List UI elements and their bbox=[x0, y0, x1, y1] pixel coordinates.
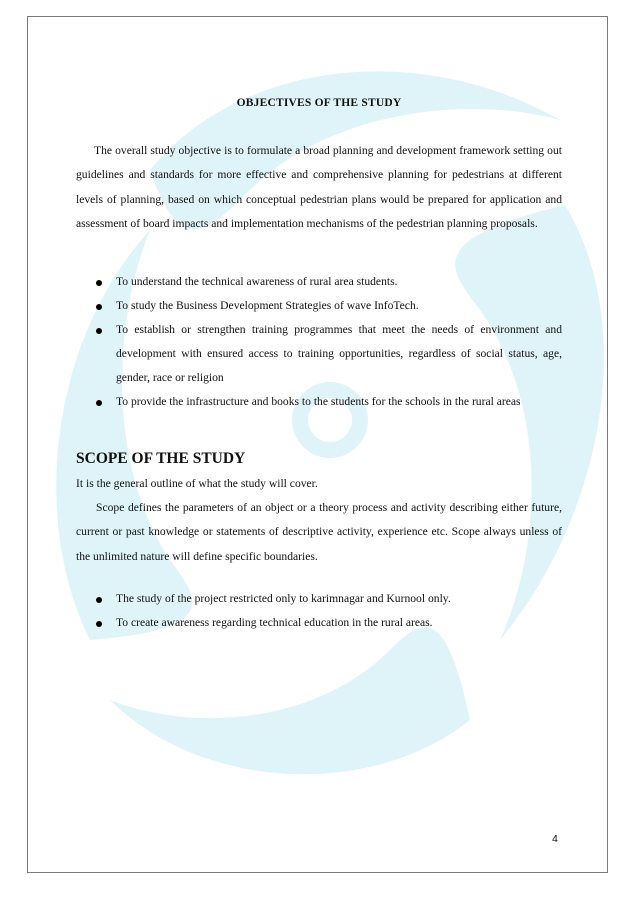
list-item-text: To study the Business Development Strategies of wave InfoTech. bbox=[116, 299, 419, 312]
list-item-text: The study of the project restricted only to karimnagar and Kurnool only. bbox=[116, 592, 451, 605]
scope-paragraph: Scope defines the parameters of an object or a theory process and activity describing either future, current or past knowledge or statements of descriptive activity, experience etc. Scope always unless of the unlimited nature will define specific boundaries. bbox=[76, 501, 562, 563]
bullet-icon bbox=[96, 328, 102, 334]
bullet-icon bbox=[96, 400, 102, 406]
list-item bbox=[76, 294, 562, 318]
list-item bbox=[76, 587, 562, 611]
list-item-text: To understand the technical awareness of rural area students. bbox=[116, 275, 398, 288]
list-item-text: To establish or strengthen training programmes that meet the needs of environment and development with ensured access to training opportunities, regardless of social status, age, gender, race or religion bbox=[116, 323, 562, 384]
list-item-text: To create awareness regarding technical education in the rural areas. bbox=[116, 616, 433, 629]
list-item bbox=[76, 390, 562, 414]
list-item bbox=[76, 318, 562, 390]
bullet-icon bbox=[96, 597, 102, 603]
objectives-bullet-list bbox=[76, 270, 562, 414]
bullet-icon bbox=[96, 280, 102, 286]
scope-heading: SCOPE OF THE STUDY bbox=[76, 450, 246, 467]
scope-bullet-list bbox=[76, 587, 562, 635]
page-number: 4 bbox=[552, 833, 558, 845]
list-item bbox=[76, 611, 562, 635]
objectives-paragraph: The overall study objective is to formulate a broad planning and development framework setting out guidelines and standards for more effective and comprehensive planning for pedestrians at different levels of planning, based on which conceptual pedestrian plans would be prepared for application and assessment of board impacts and implementation mechanisms of the pedestrian planning proposals. bbox=[76, 144, 562, 231]
bullet-icon bbox=[96, 621, 102, 627]
bullet-icon bbox=[96, 304, 102, 310]
objectives-heading: OBJECTIVES OF THE STUDY bbox=[236, 97, 402, 109]
list-item-text: To provide the infrastructure and books to the students for the schools in the rural areas bbox=[116, 395, 521, 408]
scope-intro: It is the general outline of what the study will cover. bbox=[76, 477, 318, 490]
list-item bbox=[76, 270, 562, 294]
